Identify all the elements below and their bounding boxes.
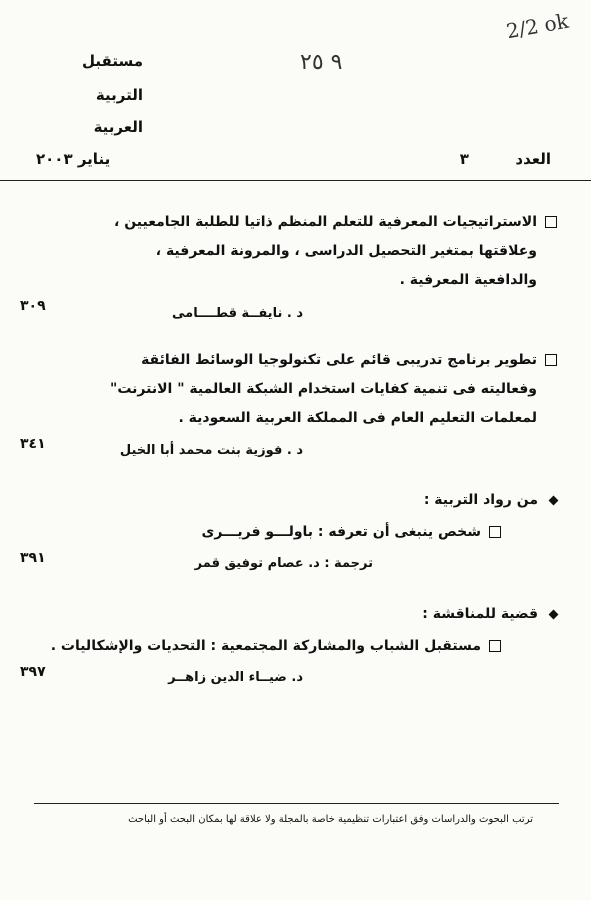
section-2-item: مستقبل الشباب والمشاركة المجتمعية : التحديات والإشكاليات . xyxy=(51,632,501,661)
header-divider xyxy=(0,180,591,181)
section-1-item: شخص ينبغى أن تعرفه : باولـــو فريـــرى xyxy=(202,518,501,547)
handwritten-number: ٩ ٢٥ xyxy=(300,50,343,75)
toc-entry-1-line2: وعلاقتها بمتغير التحصيل الدراسى ، والمرونة المعرفية ، xyxy=(155,243,537,259)
toc-entry-1-line3: والدافعية المعرفية . xyxy=(399,272,537,288)
toc-entry-2-page: ٣٤١ xyxy=(20,436,46,452)
section-2-page: ٣٩٧ xyxy=(20,664,46,680)
diamond-bullet-icon xyxy=(549,495,559,505)
journal-name-line1: مستقبل xyxy=(82,52,143,70)
checkbox-icon xyxy=(545,354,557,366)
toc-entry-2-line3: لمعلمات التعليم العام فى المملكة العربية السعودية . xyxy=(178,410,537,426)
toc-entry-2-author: د . فوزية بنت محمد أبا الخيل xyxy=(119,443,303,458)
section-1-title: من رواد التربية : xyxy=(424,486,557,515)
footer-note: ترتب البحوث والدراسات وفق اعتبارات تنظيمية خاصة بالمجلة ولا علاقة لها بمكان البحث أو الباحث xyxy=(128,814,533,825)
toc-entry-2 xyxy=(110,346,557,433)
issue-number-label: العدد xyxy=(515,150,551,168)
footer-divider xyxy=(34,803,559,804)
journal-name-line2: التربية xyxy=(95,86,143,104)
toc-entry-1-page: ٣٠٩ xyxy=(20,298,46,314)
toc-entry-2-line1: تطوير برنامج تدريبى قائم على تكنولوجيا الوسائط الفائقة xyxy=(110,346,557,375)
toc-entry-1 xyxy=(114,208,557,295)
journal-name-line3: العربية xyxy=(93,118,143,136)
section-1-page: ٣٩١ xyxy=(20,550,46,566)
checkbox-icon xyxy=(489,526,501,538)
toc-entry-1-line1: الاستراتيجيات المعرفية للتعلم المنظم ذاتيا للطلبة الجامعيين ، xyxy=(114,208,557,237)
handwritten-check: 2/2 ok xyxy=(504,8,571,44)
diamond-bullet-icon xyxy=(549,609,559,619)
issue-label xyxy=(460,150,551,168)
section-2-title: قضية للمناقشة : xyxy=(422,600,557,629)
checkbox-icon xyxy=(545,216,557,228)
section-2-author: د. ضيــاء الدين زاهــر xyxy=(168,670,303,685)
issue-date: يناير ٢٠٠٣ xyxy=(36,150,111,168)
checkbox-icon xyxy=(489,640,501,652)
toc-entry-2-line2: وفعاليته فى تنمية كفايات استخدام الشبكة العالمية " الانترنت" xyxy=(110,381,537,397)
toc-entry-1-author: د . نايفــة قطــــامى xyxy=(172,306,303,321)
section-1-author: ترجمة : د. عصام توفيق قمر xyxy=(194,556,373,571)
issue-number: ٣ xyxy=(459,150,469,168)
